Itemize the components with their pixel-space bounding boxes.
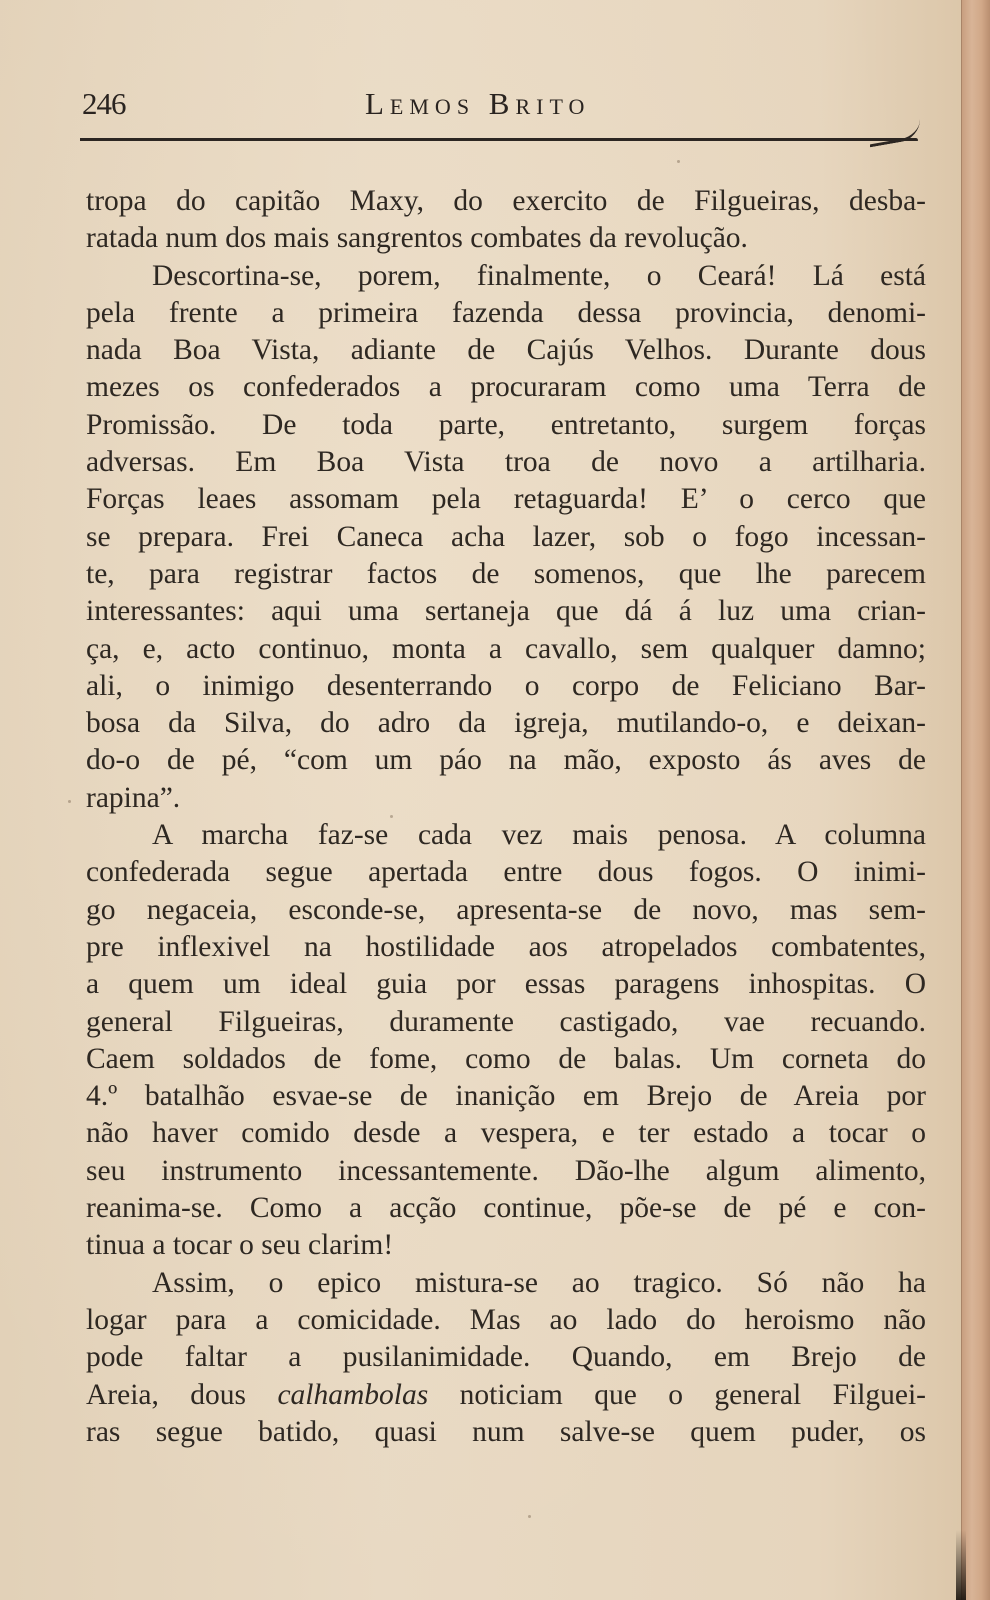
text-line: pre inflexivel na hostilidade aos atropelados combatentes,	[86, 930, 926, 963]
italic-term: calhambolas	[277, 1378, 429, 1411]
text-line: adversas. Em Boa Vista troa de novo a artilharia.	[86, 446, 926, 479]
body-text	[86, 183, 926, 1451]
text-line: do-o de pé, “com um páo na mão, exposto ás aves de	[86, 744, 926, 777]
text-fragment: noticiam que o general Filguei-	[459, 1378, 927, 1411]
text-line: confederada segue apertada entre dous fogos. O inimi-	[86, 856, 926, 889]
text-line: Promissão. De toda parte, entretanto, surgem forças	[86, 408, 926, 441]
text-line: 4.º batalhão esvae-se de inanição em Brejo de Areia por	[86, 1080, 926, 1113]
text-line: bosa da Silva, do adro da igreja, mutilando-o, e deixan-	[86, 707, 926, 740]
text-line: tinua a tocar o seu clarim!	[86, 1229, 394, 1262]
text-line: A marcha faz-se cada vez mais penosa. A columna	[152, 819, 926, 852]
text-line: a quem um ideal guia por essas paragens inhospitas. O	[86, 968, 926, 1001]
text-line: Caem soldados de fome, como de balas. Um corneta do	[86, 1042, 926, 1075]
paper-fleck	[677, 160, 680, 163]
text-line: seu instrumento incessantemente. Dão-lhe algum alimento,	[86, 1154, 926, 1187]
page-number: 246	[82, 86, 126, 121]
text-line: go negaceia, esconde-se, apresenta-se de novo, mas sem-	[86, 893, 926, 926]
text-line: pode faltar a pusilanimidade. Quando, em Brejo de	[86, 1341, 926, 1374]
text-line: general Filgueiras, duramente castigado, vae recuando.	[86, 1005, 926, 1038]
text-line: rapina”.	[86, 781, 181, 814]
text-line: pela frente a primeira fazenda dessa provincia, denomi-	[86, 296, 926, 329]
text-line: ratada num dos mais sangrentos combates da revolução.	[86, 222, 748, 255]
header-rule	[80, 138, 918, 141]
text-line: se prepara. Frei Caneca acha lazer, sob o fogo incessan-	[86, 520, 926, 553]
text-line: Assim, o epico mistura-se ao tragico. Só não ha	[152, 1266, 926, 1299]
binding-shadow	[956, 1530, 966, 1600]
page-header	[82, 86, 942, 130]
paper-fleck	[528, 1515, 531, 1518]
text-line: te, para registrar factos de somenos, que lhe parecem	[86, 557, 926, 590]
paper-fleck	[390, 815, 393, 818]
text-fragment: Areia, dous	[86, 1378, 247, 1411]
text-line: interessantes: aqui uma sertaneja que dá á luz uma crian-	[86, 595, 926, 628]
text-line-with-italic	[86, 1377, 926, 1414]
text-line: mezes os confederados a procuraram como uma Terra de	[86, 371, 926, 404]
paper-fleck	[68, 800, 71, 803]
text-line: logar para a comicidade. Mas ao lado do heroismo não	[86, 1303, 926, 1336]
text-line: tropa do capitão Maxy, do exercito de Filgueiras, desba-	[86, 185, 926, 217]
text-line: ali, o inimigo desenterrando o corpo de Feliciano Bar-	[86, 669, 926, 702]
text-line: não haver comido desde a vespera, e ter estado a tocar o	[86, 1117, 926, 1150]
text-line: reanima-se. Como a acção continue, põe-se de pé e con-	[86, 1192, 926, 1225]
text-line: nada Boa Vista, adiante de Cajús Velhos. Durante dous	[86, 334, 926, 367]
book-binding-edge	[961, 0, 990, 1600]
running-head-author: Lemos Brito	[365, 86, 591, 121]
text-line: Forças leaes assomam pela retaguarda! E’ o cerco que	[86, 483, 926, 516]
text-line: Descortina-se, porem, finalmente, o Ceará! Lá está	[152, 259, 926, 292]
text-line: ça, e, acto continuo, monta a cavallo, sem qualquer damno;	[86, 632, 926, 665]
text-line: ras segue batido, quasi num salve-se quem puder, os	[86, 1415, 926, 1448]
